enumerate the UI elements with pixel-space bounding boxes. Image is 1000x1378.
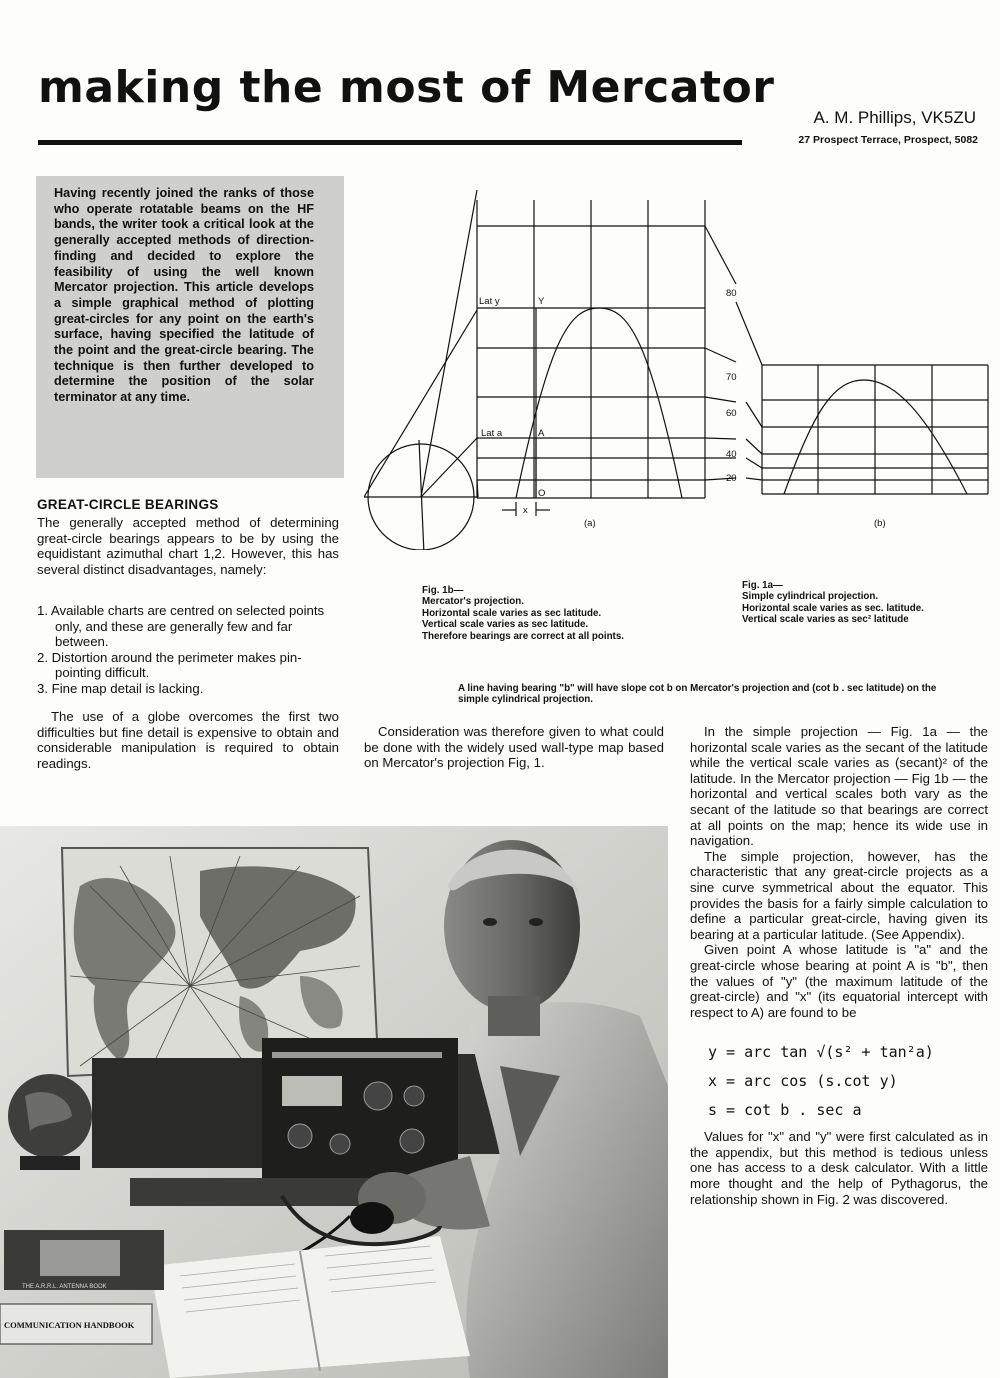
label-Y: Y (538, 296, 545, 307)
label-lat-a: Lat a (481, 428, 503, 439)
caption-line: Mercator's projection. (422, 596, 524, 608)
article-title: making the most of Mercator (38, 62, 775, 113)
sine-curve-paragraph: The simple projection, however, has the characteristic that any great-circle projects as a sine curve symmetrical about the equator. This provides the basis for a fairly simple calculation to define a particular great-circle, having given its bearing at a particular latitude. (See Appendix). (690, 848, 988, 942)
projection-text-a: In the simple projection — Fig. 1a — the horizontal scale varies as the secant of the latitude while the vertical scale varies as (690, 724, 988, 771)
projection-paragraph (690, 724, 988, 849)
mercator-paragraph: Consideration was therefore given to what could be done with the widely used wall-type map based on Mercator's projection Fig, 1. (364, 724, 664, 771)
figure-1-diagram (364, 190, 994, 550)
scale-connector (746, 402, 762, 427)
projection-text-b: (secant)² of the latitude. In the Mercator projection — Fig 1b — the horizontal and vertical scales both vary as the secant of the latitude so that bearings are correct at all points on the map; hence its wide use in navigation. (690, 755, 989, 849)
antenna-book-title: THE A.R.R.L. ANTENNA BOOK (22, 1284, 107, 1290)
caption-line: Horizontal scale varies as sec. latitude. (742, 602, 924, 614)
list-item: 1. Available charts are centred on selected points only, and these are generally few and far between. (37, 603, 325, 650)
scale-connector (705, 438, 736, 439)
point-a-paragraph: Given point A whose latitude is "a" and the great-circle whose bearing at point A is "b", then the values of "y" (the maximum latitude of the great-circle) and "x" (its equatorial intercept with respect to A) are found to be (690, 942, 988, 1020)
section-heading: GREAT-CIRCLE BEARINGS (37, 497, 219, 512)
scale-connector (705, 397, 736, 402)
list-item: 3. Fine map detail is lacking. (37, 680, 204, 696)
scale-tick-70: 70 (726, 372, 737, 383)
caption-line: Fig. 1b— (422, 585, 464, 596)
scale-connector (746, 478, 762, 480)
author-photograph (0, 826, 668, 1378)
caption-line: Simple cylindrical projection. (742, 591, 879, 603)
scale-tick-40: 40 (726, 449, 737, 460)
projection-line (421, 438, 477, 497)
caption-fig-1b (422, 585, 642, 642)
equation-y: y = arc tan √(s² + tan²a) (708, 1043, 934, 1062)
caption-line: Vertical scale varies as sec² latitude (742, 614, 909, 626)
caption-line: Therefore bearings are correct at all points. (422, 630, 624, 642)
caption-fig-1a (742, 580, 972, 626)
scale-connector (705, 226, 736, 284)
equation-x: x = arc cos (s.cot y) (708, 1072, 898, 1091)
caption-line: Vertical scale varies as sec latitude. (422, 619, 589, 631)
label-panel-a: (a) (584, 518, 596, 529)
label-panel-b: (b) (874, 518, 886, 529)
right-column (690, 724, 988, 1207)
author-address: 27 Prospect Terrace, Prospect, 5082 (798, 134, 978, 146)
projection-line (421, 190, 477, 497)
abstract-text: Having recently joined the ranks of those who operate rotatable beams on the HF bands, the writer took a critical look at the generally accepted methods of direction-finding and decided to explore the feasibility of using the well known Mercator projection. This article develops a simple graphical method of plotting great-circles for any point on the earth's surface, having specified the latitude of the point and the great-circle bearing. The technique is then further developed to determine the position of the solar terminator at any time. (54, 186, 314, 405)
scale-connector (746, 439, 762, 454)
disadvantages-list (37, 603, 339, 697)
author-line: A. M. Phillips, VK5ZU (813, 108, 976, 127)
scale-tick-20: 20 (726, 473, 737, 484)
great-circle-curve-a (516, 308, 682, 498)
caption-line: Horizontal scale varies as sec latitude. (422, 607, 602, 619)
equations (690, 1020, 988, 1129)
intro-paragraph: The generally accepted method of determining great-circle bearings appears to be by using the equidistant azimuthal chart 1,2. However, this has several distinct disadvantages, namely: (37, 515, 339, 577)
label-lat-y: Lat y (479, 296, 500, 307)
label-x: x (523, 505, 528, 516)
scale-connector (736, 302, 762, 365)
list-item: 2. Distortion around the perimeter makes pin-pointing difficult. (37, 649, 302, 681)
scale-tick-60: 60 (726, 408, 737, 419)
scale-tick-80: 80 (726, 288, 737, 299)
globe-paragraph: The use of a globe overcomes the first two difficulties but fine detail is expensive to obtain and considerable manipulation is required to obtain readings. (37, 709, 339, 771)
label-A: A (538, 428, 545, 439)
handbook-spine: COMMUNICATION HANDBOOK (4, 1320, 135, 1330)
title-rule (38, 140, 742, 145)
equation-s: s = cot b . sec a (708, 1101, 862, 1120)
label-O: O (538, 488, 546, 499)
values-paragraph: Values for "x" and "y" were first calculated as in the appendix, but this method is tedious unless one has access to a desk calculator. With a little more thought and the help of Pythagorus, the relationship shown in Fig. 2 was discovered. (690, 1129, 988, 1207)
caption-bearing: A line having bearing "b" will have slope cot b on Mercator's projection and (cot b . sec latitude) on the simple cylindrical projection. (458, 683, 937, 706)
scale-connector (705, 348, 736, 362)
scale-connector (746, 458, 762, 468)
caption-line: Fig. 1a— (742, 580, 783, 591)
